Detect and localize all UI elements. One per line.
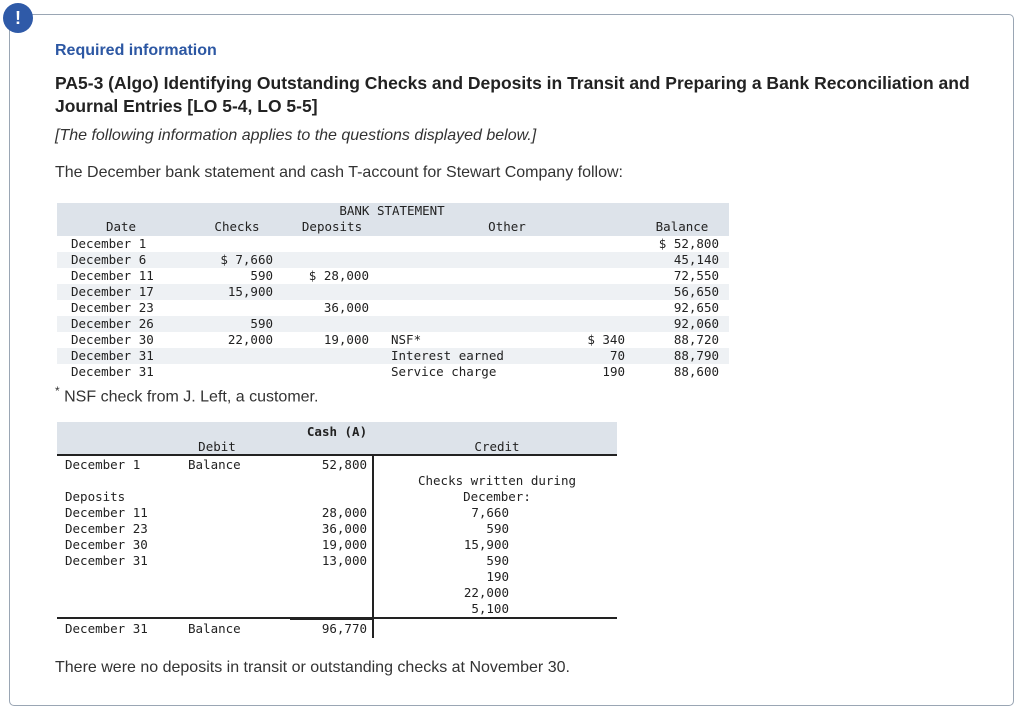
row-checks: 15,900 [227,284,273,299]
check-amount: 190 [486,569,509,584]
col-header-deposits: Deposits [301,219,363,234]
check-amount: 590 [486,553,509,568]
row-balance: 45,140 [673,252,719,267]
deposit-date: December 23 [65,521,148,536]
row-date: December 6 [71,252,147,267]
check-amount: 590 [486,521,509,536]
deposits-label: Deposits [65,489,126,504]
row-date: December 17 [71,284,154,299]
row-checks: 22,000 [227,332,273,347]
intro-text: The December bank statement and cash T-account for Stewart Company follow: [55,164,623,181]
check-amount: 22,000 [463,585,509,600]
row-other-amount: $ 340 [587,332,625,347]
footnote-mark: * [55,384,60,398]
row-other-label: Service charge [391,364,497,379]
cash-t-account [57,422,617,642]
t-account-top-rule [57,454,617,456]
opening-date: December 1 [65,457,141,472]
row-other-label: Interest earned [391,348,504,363]
row-deposits: 19,000 [323,332,369,347]
row-balance: $ 52,800 [658,236,719,251]
opening-amount: 52,800 [321,457,367,472]
alert-icon: ! [3,3,33,33]
row-checks: $ 7,660 [220,252,273,267]
row-date: December 31 [71,364,154,379]
row-deposits: $ 28,000 [308,268,369,283]
footnote-text: NSF check from J. Left, a customer. [64,388,319,406]
deposit-date: December 31 [65,553,148,568]
col-header-balance: Balance [655,219,709,234]
row-date: December 26 [71,316,154,331]
t-account-title: Cash (A) [306,424,368,439]
row-balance: 88,790 [673,348,719,363]
row-balance: 92,650 [673,300,719,315]
t-account-divider [372,456,374,638]
row-balance: 92,060 [673,316,719,331]
row-band [57,316,729,332]
row-balance: 88,600 [673,364,719,379]
row-date: December 31 [71,348,154,363]
deposit-date: December 11 [65,505,148,520]
row-date: December 23 [71,300,154,315]
problem-title: PA5-3 (Algo) Identifying Outstanding Checks and Deposits in Transit and Preparing a Bank Reconciliation and Journal Entries [LO 5-4, LO 5-5] [55,73,970,116]
col-header-date: Date [105,219,137,234]
col-header-checks: Checks [214,219,260,234]
row-band [57,252,729,268]
closing-amount: 96,770 [321,621,367,636]
check-amount: 5,100 [471,601,509,616]
deposit-amount: 36,000 [321,521,367,536]
closing-label: Balance [188,621,241,636]
row-deposits: 36,000 [323,300,369,315]
closing-date: December 31 [65,621,148,636]
row-date: December 11 [71,268,154,283]
opening-label: Balance [188,457,241,472]
row-other-amount: 70 [609,348,625,363]
applies-note: [The following information applies to the questions displayed below.] [55,127,537,144]
deposit-amount: 28,000 [321,505,367,520]
credit-header: Credit [474,439,520,454]
credit-label-line-2: December: [463,489,531,504]
bank-statement-table [57,203,729,383]
bank-statement-caption: BANK STATEMENT [339,203,445,218]
row-balance: 56,650 [673,284,719,299]
credit-label-line-1: Checks written during [417,473,577,488]
check-amount: 7,660 [471,505,509,520]
deposit-amount: 19,000 [321,537,367,552]
nsf-footnote [55,384,318,406]
balance-underline [290,619,372,620]
row-other-amount: 190 [602,364,625,379]
deposit-date: December 30 [65,537,148,552]
row-date: December 30 [71,332,154,347]
col-header-other: Other [488,219,526,234]
required-information-heading: Required information [55,42,217,59]
check-amount: 15,900 [463,537,509,552]
row-balance: 88,720 [673,332,719,347]
row-balance: 72,550 [673,268,719,283]
row-checks: 590 [250,316,273,331]
closing-note: There were no deposits in transit or outstanding checks at November 30. [55,659,570,676]
row-other-label: NSF* [391,332,422,347]
row-band [57,284,729,300]
row-checks: 590 [250,268,273,283]
deposit-amount: 13,000 [321,553,367,568]
debit-header: Debit [198,439,236,454]
row-date: December 1 [71,236,147,251]
